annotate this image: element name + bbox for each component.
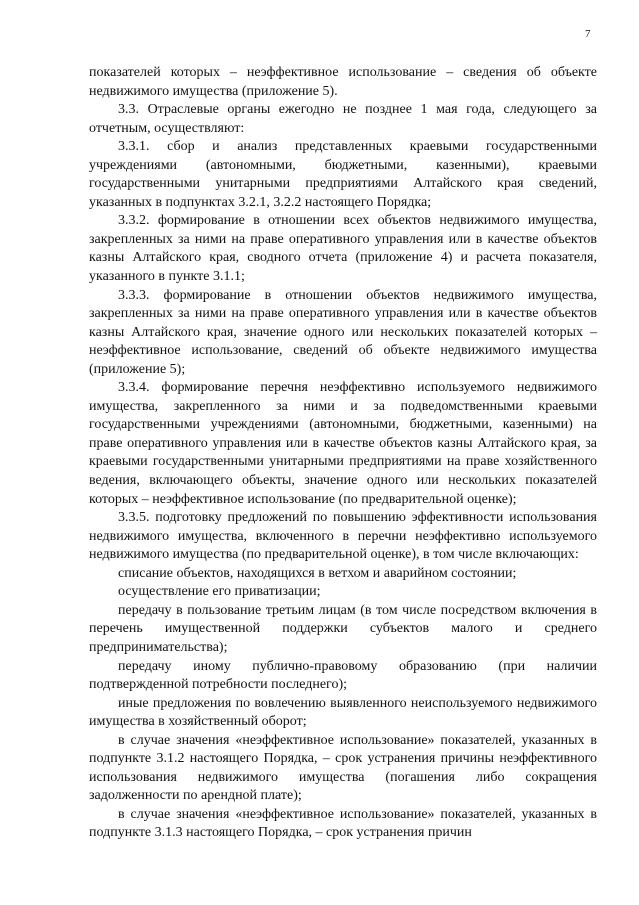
paragraph-continuation: показателей которых – неэффективное использование – сведения об объекте недвижимого имущества (приложение 5). (89, 65, 597, 99)
paragraph-3-3-2: 3.3.2. формирование в отношении всех объектов недвижимого имущества, закрепленных за ними на праве оперативного управления или в качестве объектов казны Алтайского края, сводного отчета (приложение 4) и расчета показателя, указанного в пункте 3.1.1; (89, 213, 597, 285)
paragraph-3-3-5: 3.3.5. подготовку предложений по повышению эффективности использования недвижимого имущества, включенного в перечни неэффективно используемого недвижимого имущества (по предварительной оценке), в том числе включающих: (89, 510, 597, 563)
list-item: осуществление его приватизации; (118, 584, 321, 600)
paragraph-3-3: 3.3. Отраслевые органы ежегодно не позднее 1 мая года, следующего за отчетным, осуществляют: (89, 102, 597, 136)
list-item: в случае значения «неэффективное использование» показателей, указанных в подпункте 3.1.3 настоящего Порядка, – срок устранения причин (89, 806, 597, 841)
document-body (89, 64, 597, 843)
page-number: 7 (585, 28, 591, 40)
list-item: иные предложения по вовлечению выявленного неиспользуемого недвижимого имущества в хозяйственный оборот; (89, 695, 597, 730)
list-item: передачу иному публично-правовому образованию (при наличии подтвержденной потребности последнего); (89, 658, 597, 693)
paragraph-3-3-3: 3.3.3. формирование в отношении объектов недвижимого имущества, закрепленных за ними на праве оперативного управления или в качестве объектов казны Алтайского края, значение одного или нескольких показателей которых – неэффективное использование, сведений об объекте недвижимого имущества (приложение 5); (89, 287, 597, 377)
paragraph-3-3-1: 3.3.1. сбор и анализ представленных краевыми государственными учреждениями (автономными, бюджетными, казенными), краевыми государственными унитарными предприятиями Алтайского края сведений, указанных в подпунктах 3.2.1, 3.2.2 настоящего Порядка; (89, 139, 597, 210)
list-item: списание объектов, находящихся в ветхом и аварийном состоянии; (118, 565, 517, 581)
list-item: в случае значения «неэффективное использование» показателей, указанных в подпункте 3.1.2 настоящего Порядка, – срок устранения причины неэффективного использования недвижимого имущества (погашения либо сокращения задолженности по арендной плате); (89, 732, 597, 804)
list-item: передачу в пользование третьим лицам (в том числе посредством включения в перечень имущественной поддержки субъектов малого и среднего предпринимательства); (89, 602, 597, 655)
paragraph-3-3-4: 3.3.4. формирование перечня неэффективно используемого недвижимого имущества, закрепленного за ними и за подведомственными краевыми государственными учреждениями (автономными, бюджетными, казенными) на праве оперативного управления или в качестве объектов казны Алтайского края, за краевыми государственными унитарными предприятиями на праве хозяйственного ведения, включающего объекты, значение одного или нескольких показателей которых – неэффективное использование (по предварительной оценке); (89, 380, 597, 507)
